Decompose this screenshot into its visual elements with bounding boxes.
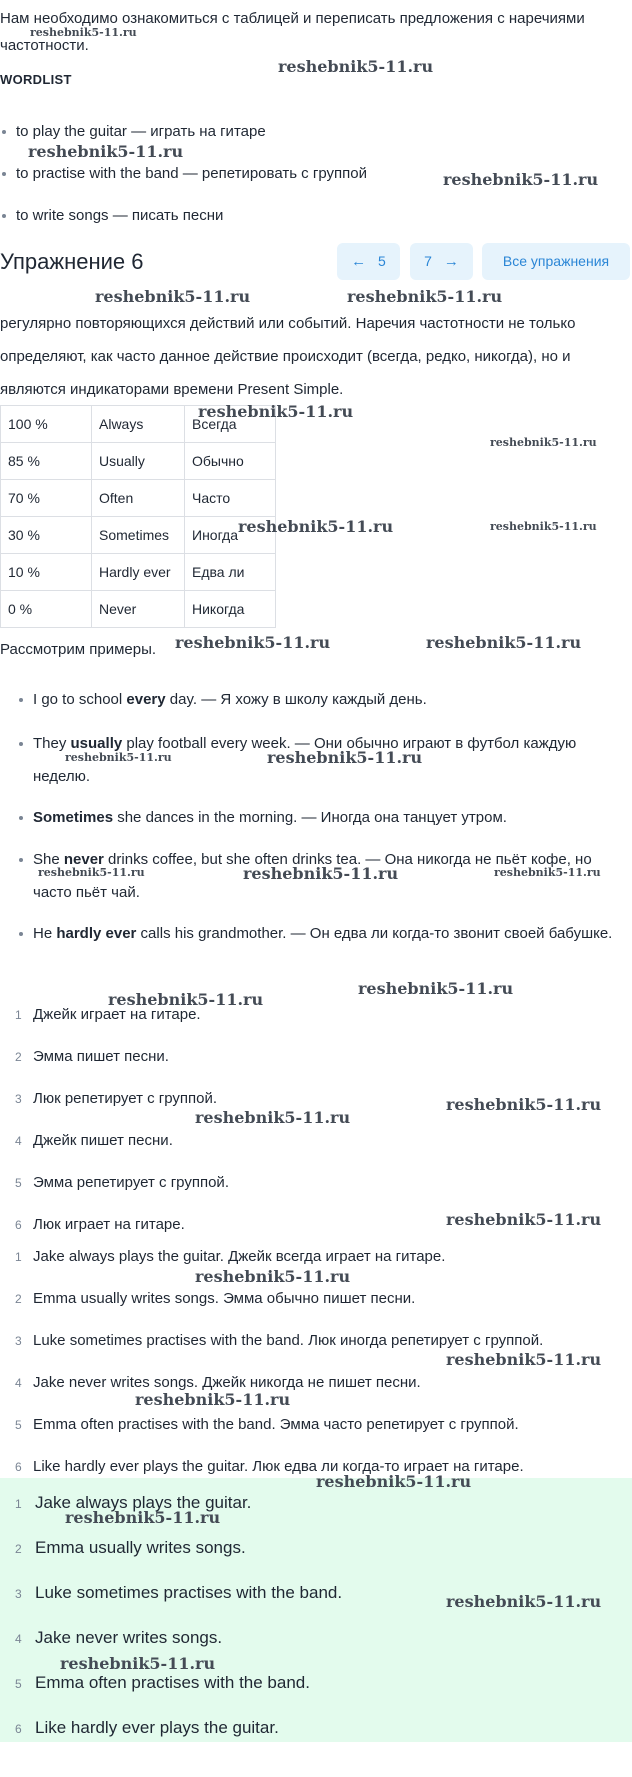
watermark: reshebnik5-11.ru xyxy=(426,633,582,652)
watermark: reshebnik5-11.ru xyxy=(65,1508,221,1527)
watermark: reshebnik5-11.ru xyxy=(95,287,251,306)
table-row xyxy=(1,554,276,591)
translation-cell: Иногда xyxy=(185,517,276,554)
translation-cell: Никогда xyxy=(185,591,276,628)
wordlist-item: to practise with the band — репетировать с группой xyxy=(16,157,367,190)
watermark: reshebnik5-11.ru xyxy=(358,979,514,998)
example-item: They usually play football every week. — Они обычно играют в футбол каждую неделю. xyxy=(33,727,623,793)
watermark: reshebnik5-11.ru xyxy=(195,1108,351,1127)
watermark: reshebnik5-11.ru xyxy=(446,1210,602,1229)
exercise-title: Упражнение 6 xyxy=(0,249,144,274)
percent-cell: 100 % xyxy=(1,406,92,443)
watermark: reshebnik5-11.ru xyxy=(38,866,145,879)
translation-cell: Едва ли xyxy=(185,554,276,591)
percent-cell: 85 % xyxy=(1,443,92,480)
watermark: reshebnik5-11.ru xyxy=(135,1390,291,1409)
translation-cell: Обычно xyxy=(185,443,276,480)
percent-cell: 30 % xyxy=(1,517,92,554)
adverb-cell: Hardly ever xyxy=(92,554,185,591)
wordlist-item: to play the guitar — играть на гитаре xyxy=(16,115,266,148)
adverb-cell: Usually xyxy=(92,443,185,480)
prev-exercise-button[interactable] xyxy=(337,243,400,280)
wordlist-title: WORDLIST xyxy=(0,72,72,87)
adverb-cell: Always xyxy=(92,406,185,443)
table-row xyxy=(1,591,276,628)
arrow-right-icon: → xyxy=(443,253,459,270)
translation-cell: Всегда xyxy=(185,406,276,443)
example-item: I go to school every day. — Я хожу в школу каждый день. xyxy=(33,683,623,716)
frequency-table xyxy=(0,405,276,628)
watermark: reshebnik5-11.ru xyxy=(446,1592,602,1611)
watermark: reshebnik5-11.ru xyxy=(278,57,434,76)
watermark: reshebnik5-11.ru xyxy=(30,26,137,39)
watermark: reshebnik5-11.ru xyxy=(267,748,423,767)
watermark: reshebnik5-11.ru xyxy=(175,633,331,652)
next-exercise-label: 7 xyxy=(424,253,432,269)
percent-cell: 0 % xyxy=(1,591,92,628)
intro-text: Нам необходимо ознакомиться с таблицей и переписать предложения с наречиями частотности. xyxy=(0,10,585,54)
watermark: reshebnik5-11.ru xyxy=(446,1095,602,1114)
watermark: reshebnik5-11.ru xyxy=(65,751,172,764)
example-item: She never drinks coffee, but she often drinks tea. — Она никогда не пьёт кофе, но часто пьёт чай. xyxy=(33,843,623,909)
watermark: reshebnik5-11.ru xyxy=(316,1472,472,1491)
watermark: reshebnik5-11.ru xyxy=(490,436,597,449)
percent-cell: 10 % xyxy=(1,554,92,591)
watermark: reshebnik5-11.ru xyxy=(195,1267,351,1286)
watermark: reshebnik5-11.ru xyxy=(490,520,597,533)
consider-text: Рассмотрим примеры. xyxy=(0,641,157,658)
all-exercises-button[interactable]: Все упражнения xyxy=(482,243,630,280)
adverb-cell: Never xyxy=(92,591,185,628)
answer-box: 1 Jake always plays the guitar. 2 Emma usually writes songs. 3 Luke sometimes practises with the band. 4 Jake never writes songs. 5 Emma often practises with the band. 6 Like hardly ever plays the guitar. xyxy=(0,1478,632,1742)
watermark: reshebnik5-11.ru xyxy=(446,1350,602,1369)
watermark: reshebnik5-11.ru xyxy=(28,142,184,161)
arrow-left-icon: ← xyxy=(351,253,367,270)
wordlist-item: to write songs — писать песни xyxy=(16,199,223,232)
table-row xyxy=(1,443,276,480)
watermark: reshebnik5-11.ru xyxy=(443,170,599,189)
watermark: reshebnik5-11.ru xyxy=(494,866,601,879)
adverb-cell: Often xyxy=(92,480,185,517)
adverb-cell: Sometimes xyxy=(92,517,185,554)
watermark: reshebnik5-11.ru xyxy=(238,517,394,536)
watermark: reshebnik5-11.ru xyxy=(347,287,503,306)
table-row xyxy=(1,480,276,517)
watermark: reshebnik5-11.ru xyxy=(60,1654,216,1673)
watermark: reshebnik5-11.ru xyxy=(108,990,264,1009)
prev-exercise-label: 5 xyxy=(378,253,386,269)
example-item: Sometimes she dances in the morning. — Иногда она танцует утром. xyxy=(33,801,623,834)
percent-cell: 70 % xyxy=(1,480,92,517)
table-row xyxy=(1,517,276,554)
watermark: reshebnik5-11.ru xyxy=(243,864,399,883)
watermark: reshebnik5-11.ru xyxy=(198,402,354,421)
translation-cell: Часто xyxy=(185,480,276,517)
next-exercise-button[interactable] xyxy=(410,243,473,280)
example-item: He hardly ever calls his grandmother. — Он едва ли когда-то звонит своей бабушке. xyxy=(33,917,623,950)
theory-paragraph: регулярно повторяющихся действий или событий. Наречия частотности не только определяют, как часто данное действие происходит (всегда, редко, никогда), но и являются индикаторами времени Present Simple. xyxy=(0,315,576,398)
